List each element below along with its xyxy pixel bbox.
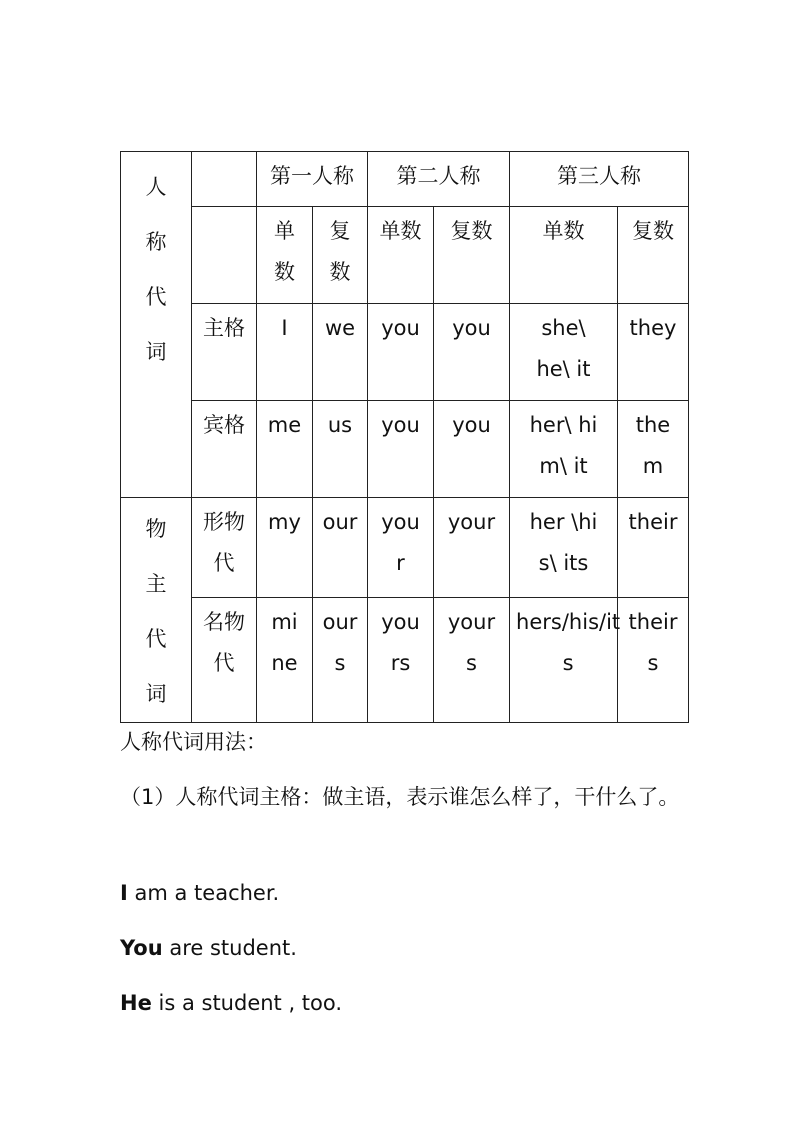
usage-point-1: （1）人称代词主格：做主语，表示谁怎么样了，干什么了。 (120, 785, 680, 809)
row-label-noun-possessive: 名物代 (192, 597, 257, 722)
header-third-person: 第三人称 (510, 152, 689, 207)
table-cell: yours (368, 597, 434, 722)
table-cell: she\ he\ it (510, 304, 618, 401)
row-label-object: 宾格 (192, 401, 257, 498)
table-cell: you (434, 304, 510, 401)
example-1-pronoun: I (120, 881, 128, 905)
example-2-pronoun: You (120, 936, 163, 960)
first-plural-label: 复数 (313, 207, 368, 304)
example-1-rest: am a teacher. (127, 881, 280, 905)
example-3-rest: is a student , too. (151, 991, 343, 1015)
table-cell: their (618, 498, 689, 598)
first-singular-label: 单数 (257, 207, 313, 304)
empty-subheader-cell (192, 207, 257, 304)
example-sentence-2 (120, 928, 680, 969)
personal-pronoun-group-label: 人称代词 (121, 152, 192, 498)
pronoun-table (120, 151, 689, 723)
table-cell: her\ him\ it (510, 401, 618, 498)
row-label-adjective-possessive: 形物代 (192, 498, 257, 598)
table-cell: I (257, 304, 313, 401)
table-cell: ours (313, 597, 368, 722)
usage-title: 人称代词用法： (120, 730, 267, 754)
table-cell: your (434, 498, 510, 598)
table-cell: theirs (618, 597, 689, 722)
table-cell: hers/his/its (510, 597, 618, 722)
table-cell: my (257, 498, 313, 598)
table-cell: her \his\ its (510, 498, 618, 598)
table-cell: you (368, 401, 434, 498)
empty-header-cell (192, 152, 257, 207)
example-3-pronoun: He (120, 991, 152, 1015)
third-singular-label: 单数 (510, 207, 618, 304)
table-cell: our (313, 498, 368, 598)
table-cell: your (368, 498, 434, 598)
table-cell: me (257, 401, 313, 498)
row-label-subject: 主格 (192, 304, 257, 401)
second-plural-label: 复数 (434, 207, 510, 304)
table-cell: us (313, 401, 368, 498)
table-cell: yours (434, 597, 510, 722)
table-cell: they (618, 304, 689, 401)
example-sentence-1 (120, 873, 680, 914)
table-cell: mine (257, 597, 313, 722)
third-plural-label: 复数 (618, 207, 689, 304)
example-2-rest: are student. (162, 936, 297, 960)
table-cell: you (368, 304, 434, 401)
table-cell: we (313, 304, 368, 401)
example-sentence-3 (120, 983, 680, 1024)
header-second-person: 第二人称 (368, 152, 510, 207)
table-cell: them (618, 401, 689, 498)
header-first-person: 第一人称 (257, 152, 368, 207)
second-singular-label: 单数 (368, 207, 434, 304)
table-cell: you (434, 401, 510, 498)
possessive-pronoun-group-label: 物主代词 (121, 498, 192, 723)
